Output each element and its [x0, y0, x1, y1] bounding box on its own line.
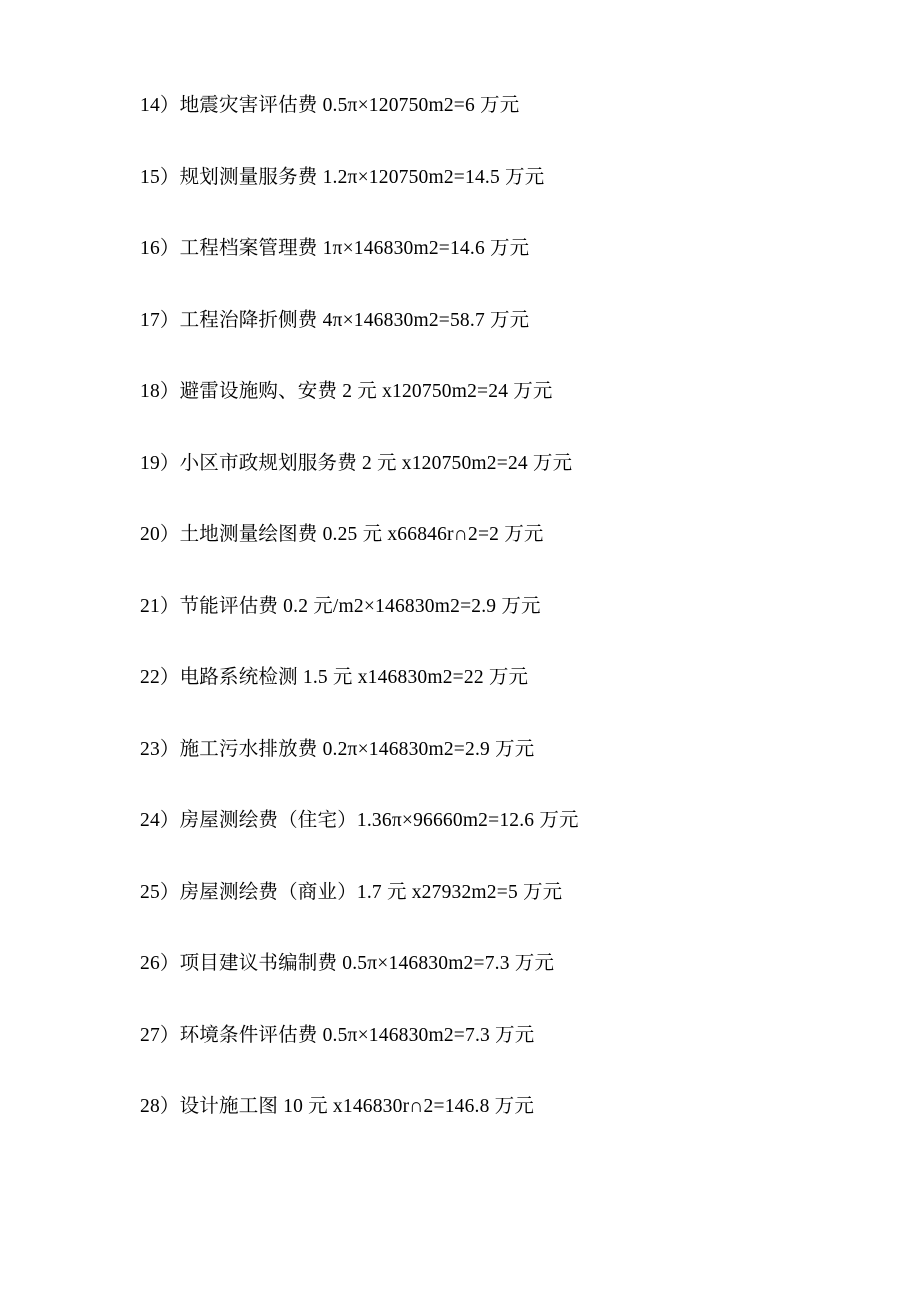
list-item: 23）施工污水排放费 0.2π×146830m2=2.9 万元 [140, 738, 535, 760]
list-item: 24）房屋测绘费（住宅）1.36π×96660m2=12.6 万元 [140, 810, 579, 831]
list-item: 25）房屋测绘费（商业）1.7 元 x27932m2=5 万元 [140, 881, 563, 903]
list-item: 27）环境条件评估费 0.5π×146830m2=7.3 万元 [140, 1024, 535, 1046]
list-item: 22）电路系统检测 1.5 元 x146830m2=22 万元 [140, 667, 529, 688]
list-item: 17）工程治降折侧费 4π×146830m2=58.7 万元 [140, 309, 530, 331]
list-item: 28）设计施工图 10 元 x146830r∩2=146.8 万元 [140, 1096, 535, 1117]
list-item: 15）规划测量服务费 1.2π×120750m2=14.5 万元 [140, 166, 545, 188]
list-item: 18）避雷设施购、安费 2 元 x120750m2=24 万元 [140, 381, 553, 402]
list-item: 14）地震灾害评估费 0.5π×120750m2=6 万元 [140, 95, 520, 116]
list-item: 16）工程档案管理费 1π×146830m2=14.6 万元 [140, 238, 530, 259]
list-item: 20）土地测量绘图费 0.25 元 x66846r∩2=2 万元 [140, 524, 544, 545]
list-item: 26）项目建议书编制费 0.5π×146830m2=7.3 万元 [140, 953, 555, 974]
list-item: 21）节能评估费 0.2 元/m2×146830m2=2.9 万元 [140, 595, 541, 617]
list-item: 19）小区市政规划服务费 2 元 x120750m2=24 万元 [140, 452, 573, 474]
document-body [140, 96, 800, 1117]
